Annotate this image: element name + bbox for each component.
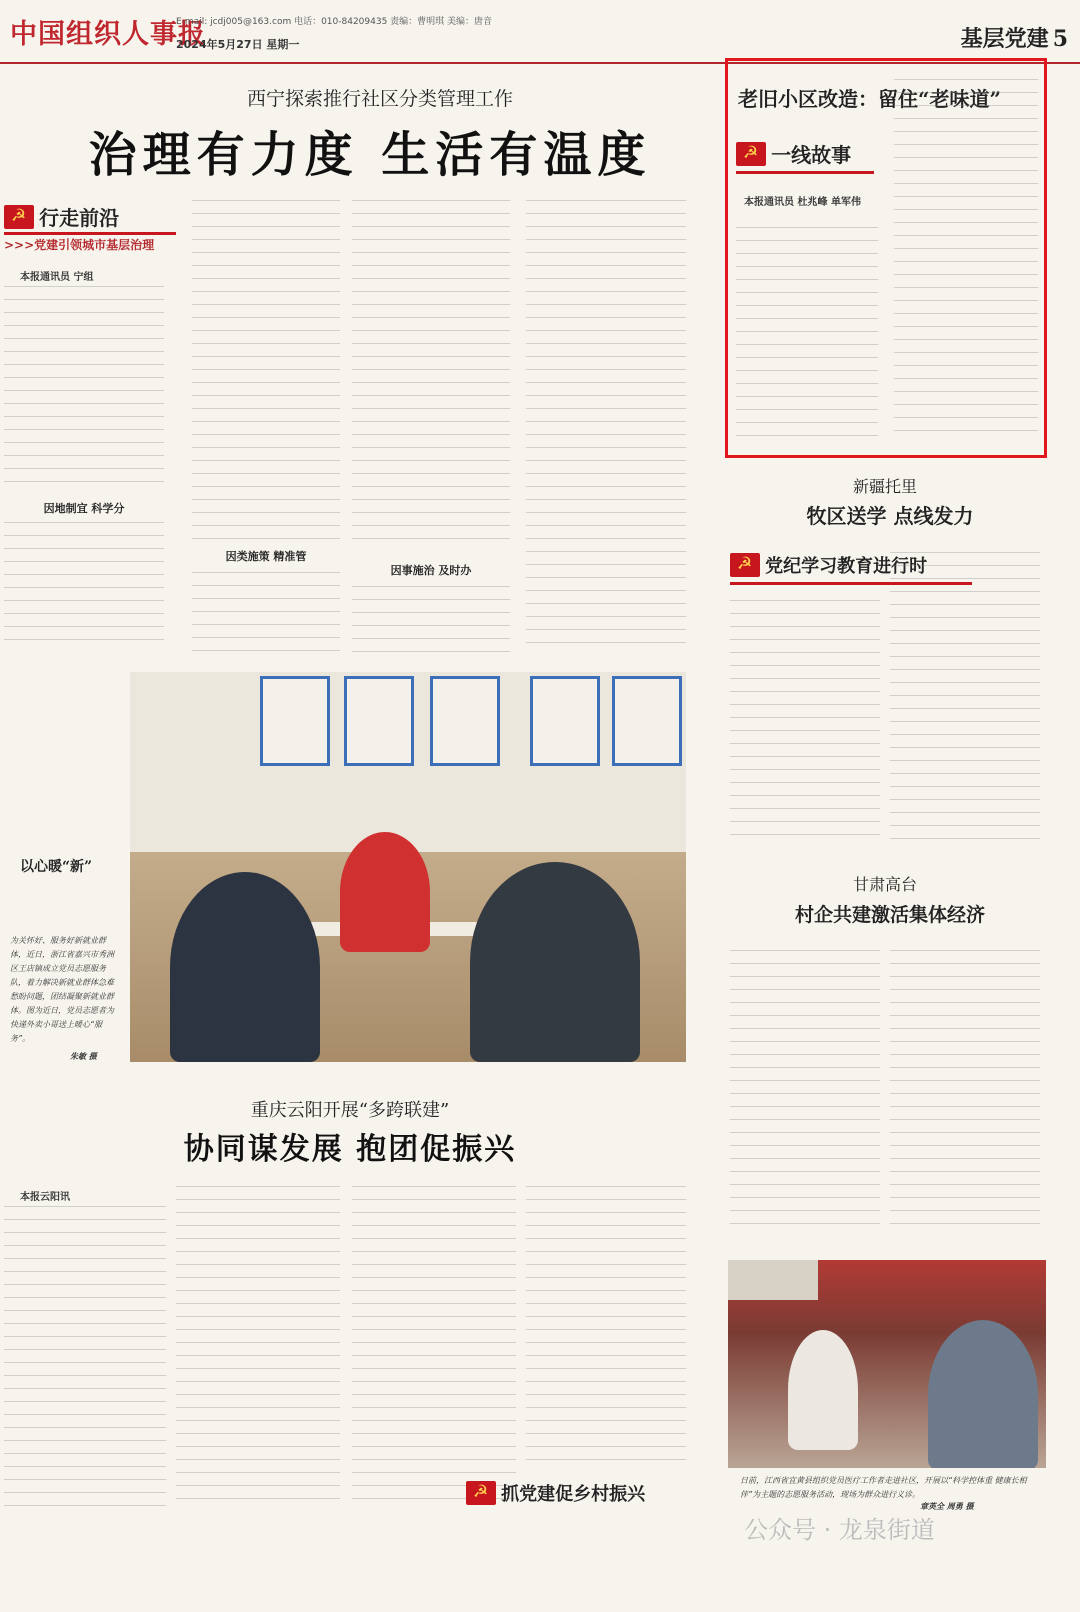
issue-date: 2024年5月27日 星期一 [176, 38, 300, 51]
section-label: 基层党建 [960, 26, 1049, 52]
article-body [4, 1206, 166, 1506]
wall-poster [260, 676, 330, 766]
masthead [0, 0, 1080, 64]
featured-story-box [725, 58, 1047, 458]
wechat-watermark: 公众号 · 龙泉街道 [744, 1516, 935, 1544]
gansu-headline: 村企共建激活集体经济 [794, 904, 985, 926]
article-body [352, 200, 510, 548]
xinjiang-column-label: 党纪学习教育进行时 [765, 556, 928, 577]
feature-byline: 本报通讯员 杜兆峰 单军伟 [744, 197, 861, 208]
article-body [352, 586, 510, 652]
rural-column-header [466, 1480, 706, 1506]
article-body [352, 1186, 516, 1506]
wall-poster [530, 676, 600, 766]
article-body [192, 572, 340, 652]
divider [736, 171, 874, 174]
article-body [4, 286, 164, 482]
subheading: 因地制宜 科学分 [43, 502, 125, 515]
article-body [176, 1186, 340, 1506]
photo-side-title: 以心暖“新” [20, 859, 93, 875]
photo-credit: 章英全 周勇 摄 [920, 1502, 974, 1511]
article-body [192, 200, 340, 540]
chongqing-byline: 本报云阳讯 [20, 1192, 70, 1203]
article-body [736, 227, 878, 437]
photo-volunteers [130, 672, 686, 1062]
article-body [894, 79, 1038, 439]
column-header-frontline [4, 202, 184, 231]
party-flag-icon [736, 142, 766, 166]
photo-person-right [470, 862, 640, 1062]
chongqing-headline: 协同谋发展 抱团促振兴 [183, 1132, 517, 1167]
rural-column-label: 抓党建促乡村振兴 [501, 1484, 646, 1505]
chongqing-kicker: 重庆云阳开展“多跨联建” [250, 1100, 450, 1121]
article-body [730, 950, 880, 1226]
article-body [890, 950, 1040, 1226]
party-flag-icon [466, 1481, 496, 1505]
photo-person-left [170, 872, 320, 1062]
gansu-kicker: 甘肃高台 [852, 875, 917, 894]
section-name [961, 22, 1068, 53]
page-number: 5 [1052, 26, 1068, 52]
subheading: 因类施策 精准管 [225, 550, 307, 563]
feature-column-label: 一线故事 [771, 143, 852, 167]
photo-clinic [728, 1260, 1046, 1468]
xinjiang-kicker: 新疆托里 [852, 477, 917, 496]
divider [4, 232, 176, 235]
photo-person-center [340, 832, 430, 952]
party-flag-icon [4, 205, 34, 229]
article-body [730, 600, 880, 844]
photo-credit: 朱敏 摄 [70, 1052, 97, 1061]
contact-line: E-mail: jcdj005@163.com 电话：010-84209435 责编：曹明琪 美编：唐音 [176, 17, 493, 27]
newspaper-title: 中国组织人事报 [10, 19, 206, 50]
column-label: 行走前沿 [39, 206, 120, 230]
subheading: 因事施治 及时办 [390, 564, 472, 577]
feature-headline: 老旧小区改造：留住“老味道” [738, 87, 1002, 111]
main-headline: 治理有力度 生活有温度 [88, 127, 652, 183]
wall-poster [344, 676, 414, 766]
photo-caption: 为关怀好、服务好新就业群体，近日，浙江省嘉兴市秀洲区王店镇成立党员志愿服务队，着力解决新就业群体急难愁盼问题，团结凝聚新就业群体。图为近日，党员志愿者为快递外卖小哥送上暖心“服务”。 [10, 936, 114, 1043]
column-subhead: >>>党建引领城市基层治理 [4, 238, 155, 252]
wall-poster [612, 676, 682, 766]
main-kicker: 西宁探索推行社区分类管理工作 [246, 88, 513, 110]
article-body [890, 552, 1040, 844]
photo-sign [728, 1260, 818, 1300]
article-body [526, 200, 686, 652]
feature-column-header [736, 139, 886, 168]
wall-poster [430, 676, 500, 766]
photo-doctor [788, 1330, 858, 1450]
xinjiang-headline: 牧区送学 点线发力 [806, 504, 974, 528]
photo-caption: 日前，江西省宜黄县组织党员医疗工作者走进社区，开展以“科学控体重 健康长相伴”为主题的志愿服务活动，现场为群众进行义诊。 [740, 1476, 1027, 1499]
article-body [526, 1186, 686, 1462]
party-flag-icon [730, 553, 760, 577]
byline: 本报通讯员 宁组 [20, 272, 94, 283]
article-body [4, 522, 164, 650]
photo-patient [928, 1320, 1038, 1468]
